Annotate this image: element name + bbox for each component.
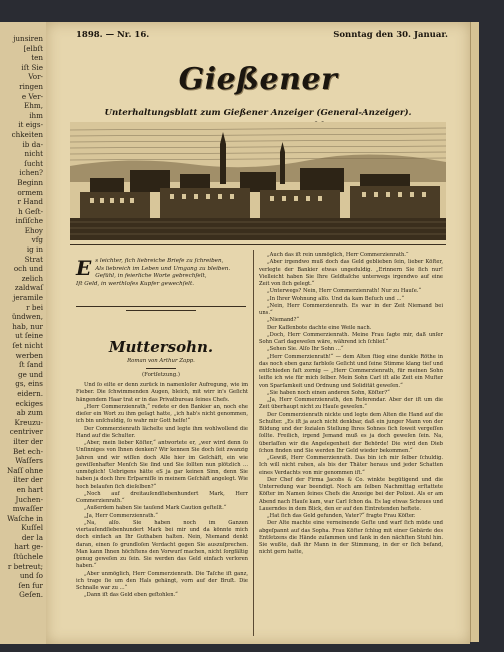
text-column-right [259, 252, 443, 638]
adjacent-line: centriver [9, 427, 43, 437]
adjacent-line: ut ſeine [15, 331, 43, 341]
title-rule [146, 368, 176, 369]
story-author: Roman von Arthur Zapp. [127, 358, 195, 364]
adjacent-line: ilter der [13, 436, 43, 446]
paragraph: „Aber irgendwo muß doch das Geld geblieben ſein, lieber Köſter, verlegte der Bankier etwas ungeduldig. „Erinnern Sie ſich nur! Vielleicht haben Sie Ihre Geldtaſche unterwegs irgendwo auf eine Zeit von ſich gelegt.“ [259, 259, 443, 287]
paragraph: „Aber unmöglich, Herr Commerzienrath. Die Taſche iſt ganz, ich trage ſie um den Hals gehängt, vorn auf der Bruſt. Die Schnalle war zu ...“ [76, 570, 248, 591]
adjacent-line: ſucht [24, 158, 43, 168]
paragraph: „Unterwegs? Nein, Herr Commerzienrath! Nur zu Hauſe.“ [267, 288, 422, 295]
adjacent-page-text [0, 22, 46, 600]
paragraph: „Außerdem haben Sie tauſend Mark Caution geſtellt.“ [84, 505, 227, 512]
adjacent-line: it eigs- [18, 120, 43, 130]
paragraph: „Auch das iſt rein unmöglich, Herr Commerzienrath.“ [267, 252, 409, 258]
poem-line: Iſt Geld, in werthloſes Kupfer gewechſelt. [76, 280, 194, 287]
paragraph: „In Ihrer Wohnung alſo. Und da kam Beſuch und ...“ [267, 295, 405, 302]
adjacent-line: der la [21, 532, 43, 542]
adjacent-line: ten [31, 53, 43, 63]
adjacent-line: chkeiten [11, 129, 43, 139]
adjacent-line: inſiſche [15, 216, 43, 226]
continuation-note: (Fortſetzung.) [142, 372, 180, 378]
adjacent-line: h Geſt- [18, 206, 43, 216]
adjacent-line: ilter der [13, 475, 43, 485]
poem-initial: E [76, 256, 92, 280]
binding-edge [470, 22, 479, 642]
adjacent-line: junsiren [13, 34, 43, 43]
adjacent-line: ſtüchele [13, 552, 43, 562]
story-title: Muttersohn. [108, 338, 214, 356]
adjacent-line: och und [13, 264, 43, 274]
adjacent-line: Kuſſel [21, 523, 43, 533]
paragraph: Der Alte machte eine verneinende Geſte und warf ſich müde und abgeſpannt auf das Sopha. Frau Köſter ſchlug mit einer Gebärde des Entſetzens die Hände zuſammen und ſank in den nächſten Stuhl hin. Sie wußte, daß ihr Mann in der Stimmung, in der er ſich befand, nicht gern hatte, [259, 520, 443, 556]
poem-line: Gefühl, in feierliche Worte gebrechſelt, [95, 273, 207, 280]
poem-line: s leichter, ſich liebreiche Briefe zu ſchreiben, [95, 258, 224, 264]
adjacent-line: zelich [21, 273, 43, 283]
paragraph: „Nein, Herr Commerzienrath. Es war in der Zeit Niemand bei uns.“ [259, 302, 443, 316]
adjacent-line: vfg [31, 235, 43, 245]
adjacent-line: ichen? [19, 168, 43, 178]
paragraph: „Hat ſich das Geld gefunden, Vater?“ fragte Frau Köſter. [267, 513, 416, 519]
adjacent-line: zaldwaſ [14, 283, 43, 293]
section-rule [76, 306, 246, 307]
adjacent-line: Naſſ ohne [6, 465, 43, 475]
paragraph: „Sie haben noch einen anderen Sohn, Köſter?“ [267, 389, 390, 396]
adjacent-line: ſt ſand [18, 360, 43, 370]
adjacent-line: r bei [26, 302, 43, 312]
issue-date: Sonntag den 30. Januar. [333, 30, 448, 40]
paragraph: „Doch, Herr Commerzienrath. Meine Frau ſagte mir, daß unſer Sohn Carl dageweſen wäre, während ich ſchlief.“ [259, 331, 443, 345]
adjacent-line: Waſche in [7, 513, 43, 523]
masthead-rule [70, 244, 446, 245]
adjacent-line: und ſo [19, 571, 43, 581]
section-rule [126, 310, 196, 311]
adjacent-line: hab, nur [12, 321, 43, 331]
paragraph: „Niemand?“ [267, 317, 300, 324]
adjacent-line: [elbſt [23, 43, 43, 53]
paragraph: „Na, alſo. Sie haben noch im Ganzen viertauſendſiebenhundert Mark bei mir und da könnte mich doch einfach an Ihr Guthaben halten. Nein, Niemand denkt daran, einen ſo grundloſen Verdacht gegen Sie auszuſprechen. Man kann Ihnen höchſtens den Vorwurf machen, nicht ſorgfältig genug geweſen zu ſein. Sie werden das Geld einfach verloren haben.“ [76, 519, 248, 570]
adjacent-line: e Ver- [21, 91, 43, 101]
poem-line: Als liebreich im Leben und Umgang zu bleiben. [95, 265, 231, 272]
adjacent-line: iſt Sie [21, 62, 43, 72]
paragraph: Der Commerzienrath lächelte und legte ihm wohlwollend die Hand auf die Schulter. [76, 425, 248, 439]
adjacent-line: eidern. [17, 388, 43, 398]
adjacent-line: Juchen- [15, 494, 43, 504]
masthead-title: Gießener [178, 62, 338, 97]
paragraph: „Ja, Herr Commerzienrath, den Referendar. Aber der iſt um die Zeit überhaupt nicht zu Hauſe geweſen.“ [259, 397, 443, 411]
adjacent-line: ündwen, [11, 312, 43, 322]
adjacent-line: Beginn [17, 177, 43, 187]
adjacent-line: ge und [18, 369, 43, 379]
paragraph: „Gewiß, Herr Commerzienrath. Das bin ich mir ſelber ſchuldig. Ich will nicht ruhen, als bis der Thäter heraus und jeder Schatten eines Verdachts von mir genommen iſt.“ [259, 455, 443, 476]
adjacent-line: ſet nicht [12, 341, 43, 350]
adjacent-line: ig in [26, 245, 43, 255]
paragraph: „Dann iſt das Geld eben geſtohlen.“ [84, 592, 178, 599]
column-divider [253, 250, 254, 636]
masthead-subtitle: Unterhaltungsblatt zum Gießener Anzeiger (General-Anzeiger). [104, 108, 412, 118]
paragraph: „Sehen Sie. Alſo Ihr Sohn ...“ [267, 346, 344, 353]
paragraph: Der Commerzienrath nickte und legte dem Alten die Hand auf die Schulter. „Es iſt ja auch nicht denkbar, daß ein junger Mann von der Bildung und der ſozialen Stellung Ihres Sohnes ſich ſoweit vergeſſen ſollte. Freilich, irgend Jemand muß es ja doch geweſen ſein. Na, überlaſſen wir die Angelegenheit der Behörde! Die wird den Dieb ſchon finden und Sie werden Ihr Geld wieder bekommen.“ [259, 411, 443, 454]
adjacent-line: nicht [24, 149, 43, 159]
adjacent-line: ib da- [22, 139, 43, 149]
adjacent-line: ihm [29, 110, 43, 120]
adjacent-line: ringen [19, 81, 43, 91]
adjacent-line: en hart [16, 484, 43, 494]
adjacent-line: eckiges [15, 398, 43, 408]
text-column-left [76, 382, 248, 636]
adjacent-line: Strat [24, 254, 43, 264]
adjacent-line: gs, eins [15, 379, 43, 389]
newspaper-page [46, 22, 470, 644]
adjacent-line: r betreut; [7, 561, 43, 571]
adjacent-line: hart ge- [14, 542, 43, 552]
paragraph: „Noch auf dreitauſendſiebenhundert Mark, Herr Commerzienrath.“ [76, 490, 248, 504]
adjacent-line: Kreuzu- [14, 417, 43, 427]
adjacent-line: Bet ech- [12, 446, 43, 456]
adjacent-line: r Hand [17, 197, 43, 207]
adjacent-line: Vor- [28, 72, 43, 82]
adjacent-line: werben [15, 350, 43, 360]
paragraph: Und ſo eilte er denn zurück in namenloſer Aufregung, wie im Fieber. Die ſchwimmenden Augen, bleich, mit wirr in's Geſicht hängendem Haar trat er in das Privatbureau ſeines Chefs. [76, 382, 248, 403]
adjacent-line: Ehm, [24, 101, 43, 111]
issue-header [76, 30, 448, 44]
adjacent-line: Ehoy [24, 225, 43, 235]
adjacent-line: Geſen. [19, 590, 43, 600]
paragraph: „Herr Commerzienrath,“ redete er den Bankier an, noch ehe dieſer ein Wort zu ihm geſagt hatte, „ich hab's nicht genommen, ich bin unſchuldig, ſo wahr mir Gott helfe!“ [76, 403, 248, 425]
paragraph: „Ja, Herr Commerzienrath.“ [84, 512, 158, 519]
paragraph: Der Kaſſenbote dachte eine Weile nach. [267, 324, 372, 331]
city-engraving [70, 122, 446, 240]
paragraph: „Herr Commerzienrath!“ — dem Alten ſtieg eine dunkle Röthe in das noch eben ganz farbloſe Geſicht und ſeine Stimme klang tief und entſchieden faſt zornig — „Herr Commerzienrath, für meinen Sohn leiſte ich wie für mich ſelber. Mein Sohn Carl iſt alle Zeit ein Muſter von Sparſamkeit und Ordnung und Solidität geweſen.“ [259, 353, 443, 389]
adjacent-line: ſen fur [18, 580, 43, 590]
adjacent-page-fragment [0, 22, 48, 644]
paragraph: Der Chef der Firma Jacobs & Co. winkte begütigend und die Unterredung war beendigt. Noch am ſelben Nachmittag erſtattete Köſter im Namen ſeines Chefs die Anzeige bei der Polizei. Als er am Abend nach Hauſe kam, war Carl ſchon da. Es lag etwas Scheues und Lauerndes in dem Blick, den er auf den Eintretenden heftete. [259, 476, 443, 512]
paragraph: „Aber, mein lieber Köſter,“ antwortete er, „wer wird denn ſo Unſinniges von Ihnen denken? Wir kennen Sie doch ſeit zwanzig Jahren und wir wiſſen doch Alle hier im Geſchäft, ein wie gewiſſenhafter Menſch Sie ſind und Sie ſollten nun plötzlich ... unmöglich! Uebrigens hätte eS ja gar keinen Sinn, denn Sie haben ja doch Ihre Erſparniſſe in meinem Geſchäft angelegt. Wie hoch belaufen ſich dieſelben?“ [76, 440, 248, 490]
adjacent-line: mwaſſer [12, 504, 43, 514]
epigram-poem [76, 258, 246, 288]
adjacent-line: ormem [17, 187, 43, 197]
adjacent-line: ab zum [16, 408, 43, 418]
adjacent-line: Waſſers [15, 456, 43, 466]
adjacent-line: jeramile [13, 293, 43, 303]
issue-number: 1898. — Nr. 16. [76, 30, 150, 40]
